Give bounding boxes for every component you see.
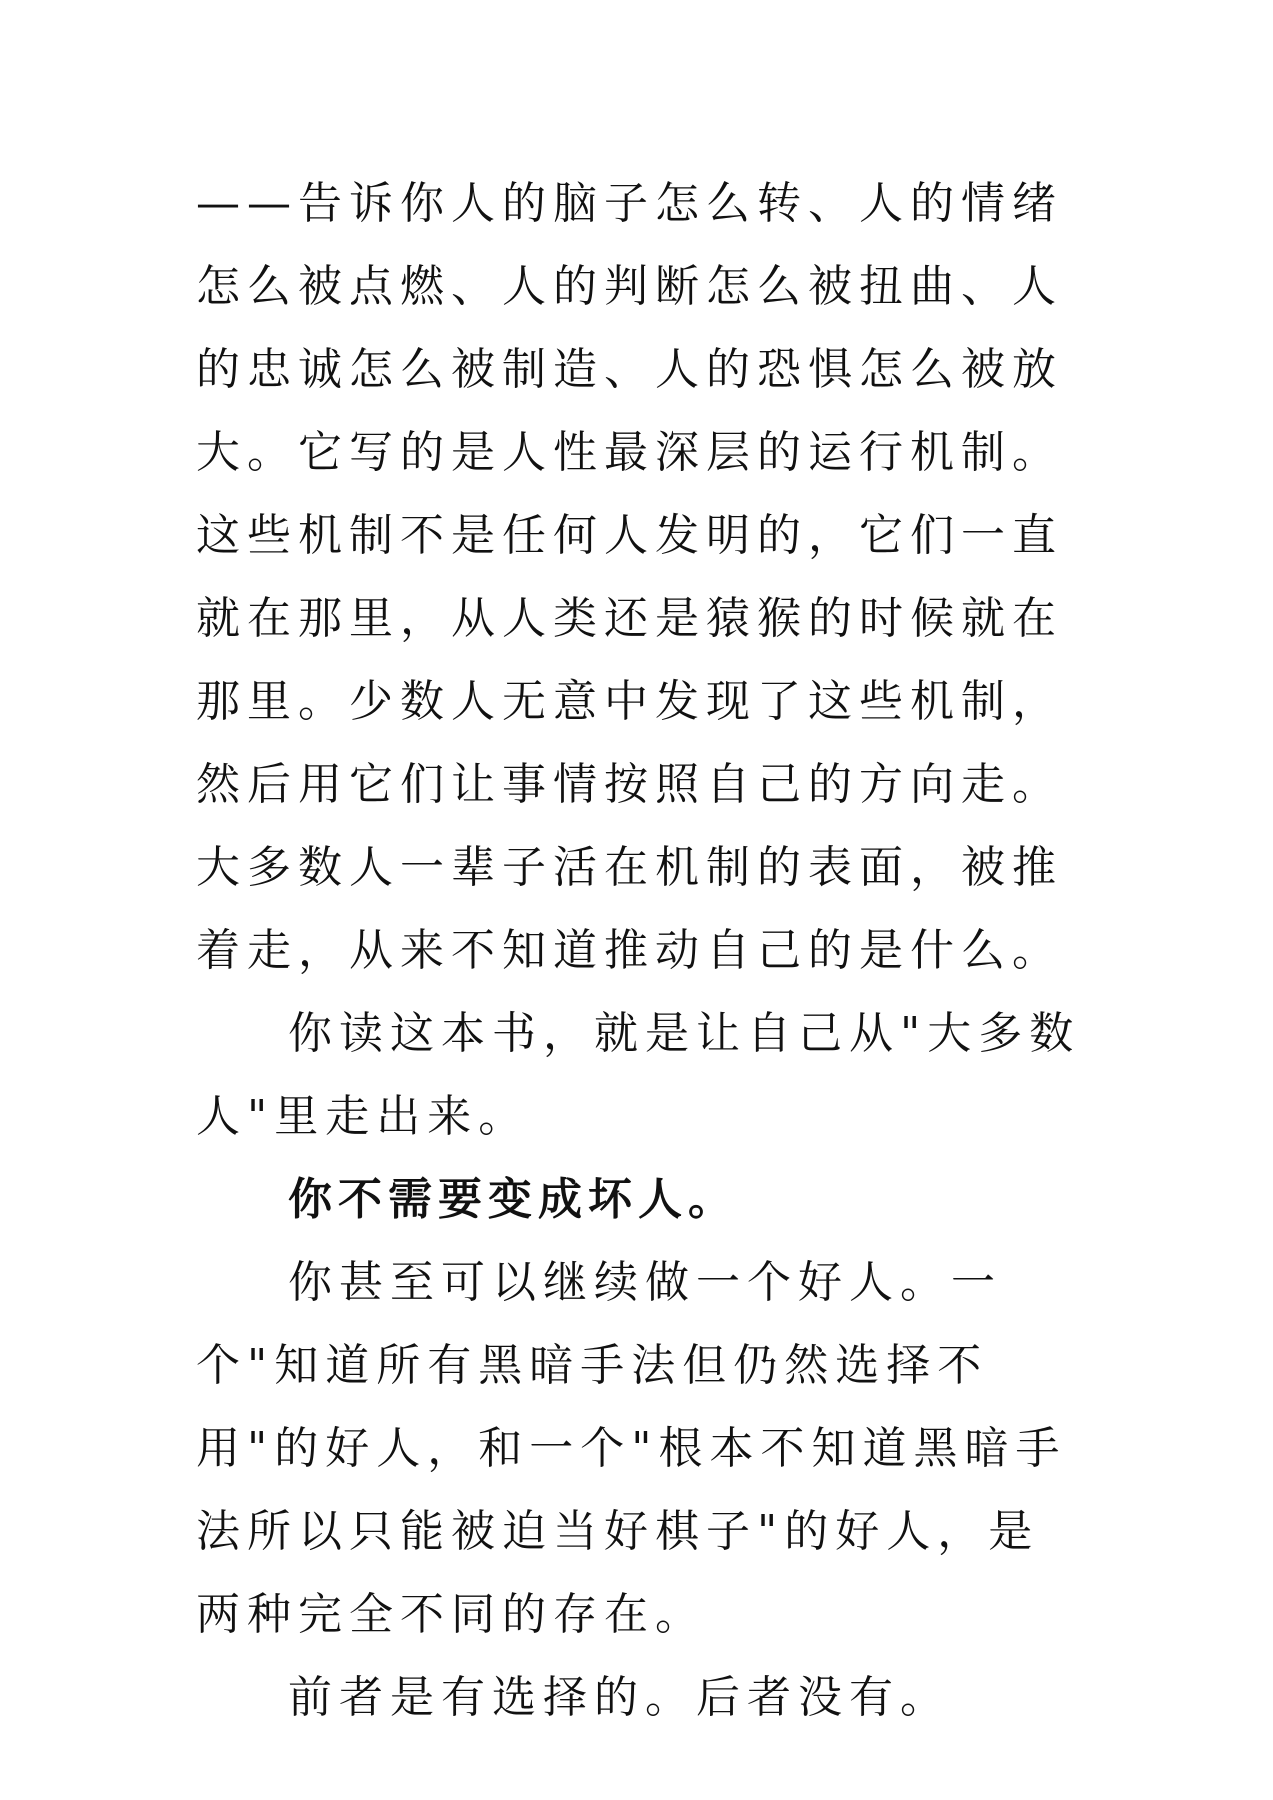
body-text [196,162,1086,1739]
paragraph-1: ——告诉你人的脑子怎么转、人的情绪怎么被点燃、人的判断怎么被扭曲、人的忠诚怎么被制造、人的恐惧怎么被放大。它写的是人性最深层的运行机制。这些机制不是任何人发明的，它们一直就在那里，从人类还是猿猴的时候就在那里。少数人无意中发现了这些机制，然后用它们让事情按照自己的方向走。大多数人一辈子活在机制的表面，被推着走，从来不知道推动自己的是什么。 [196,178,1063,976]
paragraph-4: 你甚至可以继续做一个好人。一个"知道所有黑暗手法但仍然选择不用"的好人，和一个"根本不知道黑暗手法所以只能被迫当好棋子"的好人，是两种完全不同的存在。 [196,1257,1067,1640]
bold-statement: 你不需要变成坏人。 [288,1174,738,1225]
paragraph-5: 前者是有选择的。后者没有。 [288,1672,951,1723]
paragraph-2: 你读这本书，就是让自己从"大多数人"里走出来。 [196,1008,1081,1142]
